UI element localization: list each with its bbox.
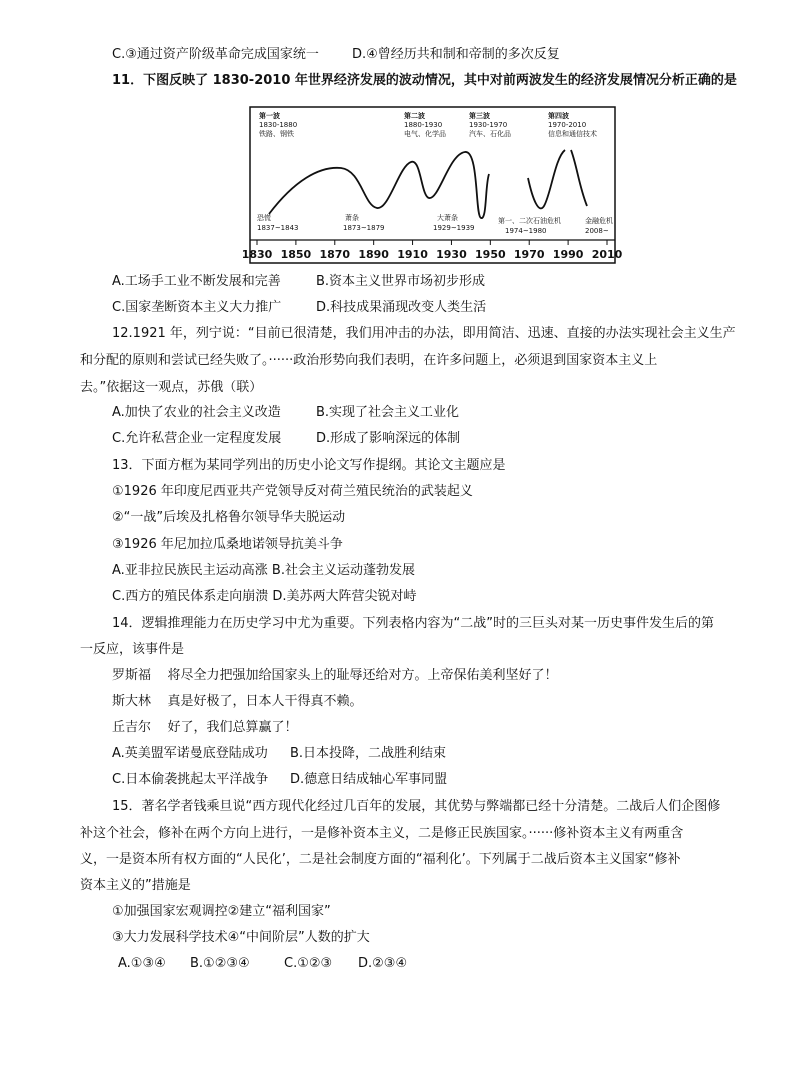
q14-option-c: C.日本偷袭挑起太平洋战争 [112, 772, 269, 787]
x-tick-label: 1830 [241, 248, 273, 261]
wave1-period: 1830-1880 [259, 121, 298, 129]
q15-items-34: ③大力发展科学技术④“中间阶层”人数的扩大 [112, 930, 370, 945]
q15-items-12: ①加强国家宏观调控②建立“福利国家” [112, 904, 331, 919]
q15-option-b: B.①②③④ [190, 956, 250, 971]
q14-line1: 14．逻辑推理能力在历史学习中尤为重要。下列表格内容为“二战”时的三巨头对某一历史事件发生后的第 [112, 616, 715, 631]
wave2-tech: 电气、化学品 [404, 130, 446, 138]
trough5-name: 金融危机 [585, 217, 613, 225]
chart-svg [241, 106, 623, 264]
trough4-period: 1974~1980 [505, 227, 547, 235]
x-tick-label: 1910 [397, 248, 428, 261]
x-tick-label: 2010 [591, 248, 623, 261]
x-tick-label: 1950 [475, 248, 506, 261]
q11-option-b: B.资本主义世界市场初步形成 [316, 274, 486, 289]
wave-curve [571, 150, 587, 206]
q14-row2-name: 斯大林 [112, 694, 152, 709]
trough1-name: 恐慌 [257, 214, 271, 222]
wave1-tech: 铁路、钢铁 [259, 130, 294, 138]
wave1-name: 第一波 [259, 112, 280, 120]
x-tick-label: 1850 [280, 248, 312, 261]
wave4-period: 1970-2010 [548, 121, 587, 129]
trough4-name: 第一、二次石油危机 [498, 217, 561, 225]
q10-option-d: D.④曾经历共和制和帝制的多次反复 [352, 47, 560, 62]
q15-option-d: D.②③④ [358, 956, 408, 971]
wave3-tech: 汽车、石化品 [469, 130, 511, 138]
wave2-name: 第二波 [404, 112, 425, 120]
chart-curves [269, 150, 587, 218]
q13-item3: ③1926 年尼加拉瓜桑地诺领导抗美斗争 [112, 537, 343, 552]
q12-option-a: A.加快了农业的社会主义改造 [112, 405, 281, 420]
wave4-tech: 信息和通信技术 [548, 130, 597, 138]
q14-option-a: A.英美盟军诺曼底登陆成功 [112, 746, 268, 761]
wave3-period: 1930-1970 [469, 121, 508, 129]
q13-stem: 13．下面方框为某同学列出的历史小论文写作提纲。其论文主题应是 [112, 458, 506, 473]
q14-option-b: B.日本投降，二战胜利结束 [290, 746, 447, 761]
q12-option-d: D.形成了影响深远的体制 [316, 431, 461, 446]
q15-option-a: A.①③④ [118, 956, 166, 971]
q14-option-d: D.德意日结成轴心军事同盟 [290, 772, 448, 787]
q15-option-c: C.①②③ [284, 956, 333, 971]
q15-line2: 补这个社会，修补在两个方向上进行，一是修补资本主义，二是修正民族国家。······修补资本主义有两重含 [80, 826, 684, 841]
q12-option-b: B.实现了社会主义工业化 [316, 405, 460, 420]
q11-option-a: A.工场手工业不断发展和完善 [112, 274, 281, 289]
wave2-period: 1880-1930 [404, 121, 443, 129]
q14-row3-text: 好了，我们总算赢了！ [167, 720, 298, 735]
wave4-name: 第四波 [548, 112, 569, 120]
q11-option-d: D.科技成果涌现改变人类生活 [316, 300, 487, 315]
q12-line2: 和分配的原则和尝试已经失败了。······政治形势向我们表明，在许多问题上，必须退到国家资本主义上 [80, 353, 658, 368]
trough1-period: 1837~1843 [257, 224, 299, 232]
q14-row1-text: 将尽全力把强加给国家头上的耻辱还给对方。上帝保佑美利坚好了！ [167, 668, 558, 683]
q10-option-c: C.③通过资产阶级革命完成国家统一 [112, 47, 319, 62]
q15-line4: 资本主义的”措施是 [80, 878, 191, 893]
q13-options-cd: C.西方的殖民体系走向崩溃 D.美苏两大阵营尖锐对峙 [112, 589, 417, 604]
q14-row3 [112, 720, 298, 736]
x-tick-label: 1930 [436, 248, 467, 261]
q15-line3: 义，一是资本所有权方面的“人民化’，二是社会制度方面的“福利化’。下列属于二战后资本主义国家“修补 [80, 852, 681, 867]
q14-row3-name: 丘吉尔 [112, 720, 152, 735]
wave-curve [269, 152, 489, 218]
trough5-period: 2008~ [585, 227, 609, 235]
q13-item2: ②“一战”后埃及扎格鲁尔领导华夫脱运动 [112, 510, 346, 525]
q15-line1: 15．著名学者钱乘旦说“西方现代化经过几百年的发展，其优势与弊端都已经十分清楚。二战后人们企图修 [112, 799, 721, 814]
q14-line2: 一反应，该事件是 [80, 642, 185, 657]
q14-row2-text: 真是好极了，日本人干得真不赖。 [167, 694, 363, 709]
wave-curve [528, 150, 565, 208]
x-tick-label: 1870 [319, 248, 351, 261]
q11-option-c: C.国家垄断资本主义大力推广 [112, 300, 282, 315]
q14-row2 [112, 694, 363, 710]
q14-row1-name: 罗斯福 [112, 668, 152, 683]
chart-ticks [242, 240, 623, 261]
q12-line3: 去。”依据这一观点，苏俄（联） [80, 380, 263, 395]
trough2-period: 1873~1879 [343, 224, 385, 232]
trough2-name: 萧条 [345, 214, 359, 222]
wave3-name: 第三波 [469, 112, 490, 120]
trough3-name: 大萧条 [437, 214, 458, 222]
q12-option-c: C.允许私营企业一定程度发展 [112, 431, 282, 446]
x-tick-label: 1990 [552, 248, 584, 261]
economic-wave-chart [241, 106, 623, 264]
x-tick-label: 1970 [513, 248, 545, 261]
q13-item1: ①1926 年印度尼西亚共产党领导反对荷兰殖民统治的武装起义 [112, 484, 473, 499]
q13-options-ab: A.亚非拉民族民主运动高涨 B.社会主义运动蓬勃发展 [112, 563, 415, 578]
x-tick-label: 1890 [358, 248, 389, 261]
q14-row1 [112, 668, 558, 684]
trough3-period: 1929~1939 [433, 224, 475, 232]
q11-stem: 11．下图反映了 1830-2010 年世界经济发展的波动情况，其中对前两波发生的经济发展情况分析正确的是 [112, 73, 737, 88]
q12-line1: 12.1921 年，列宁说：“目前已很清楚，我们用冲击的办法，即用简洁、迅速、直接的办法实现社会主义生产 [112, 326, 736, 341]
